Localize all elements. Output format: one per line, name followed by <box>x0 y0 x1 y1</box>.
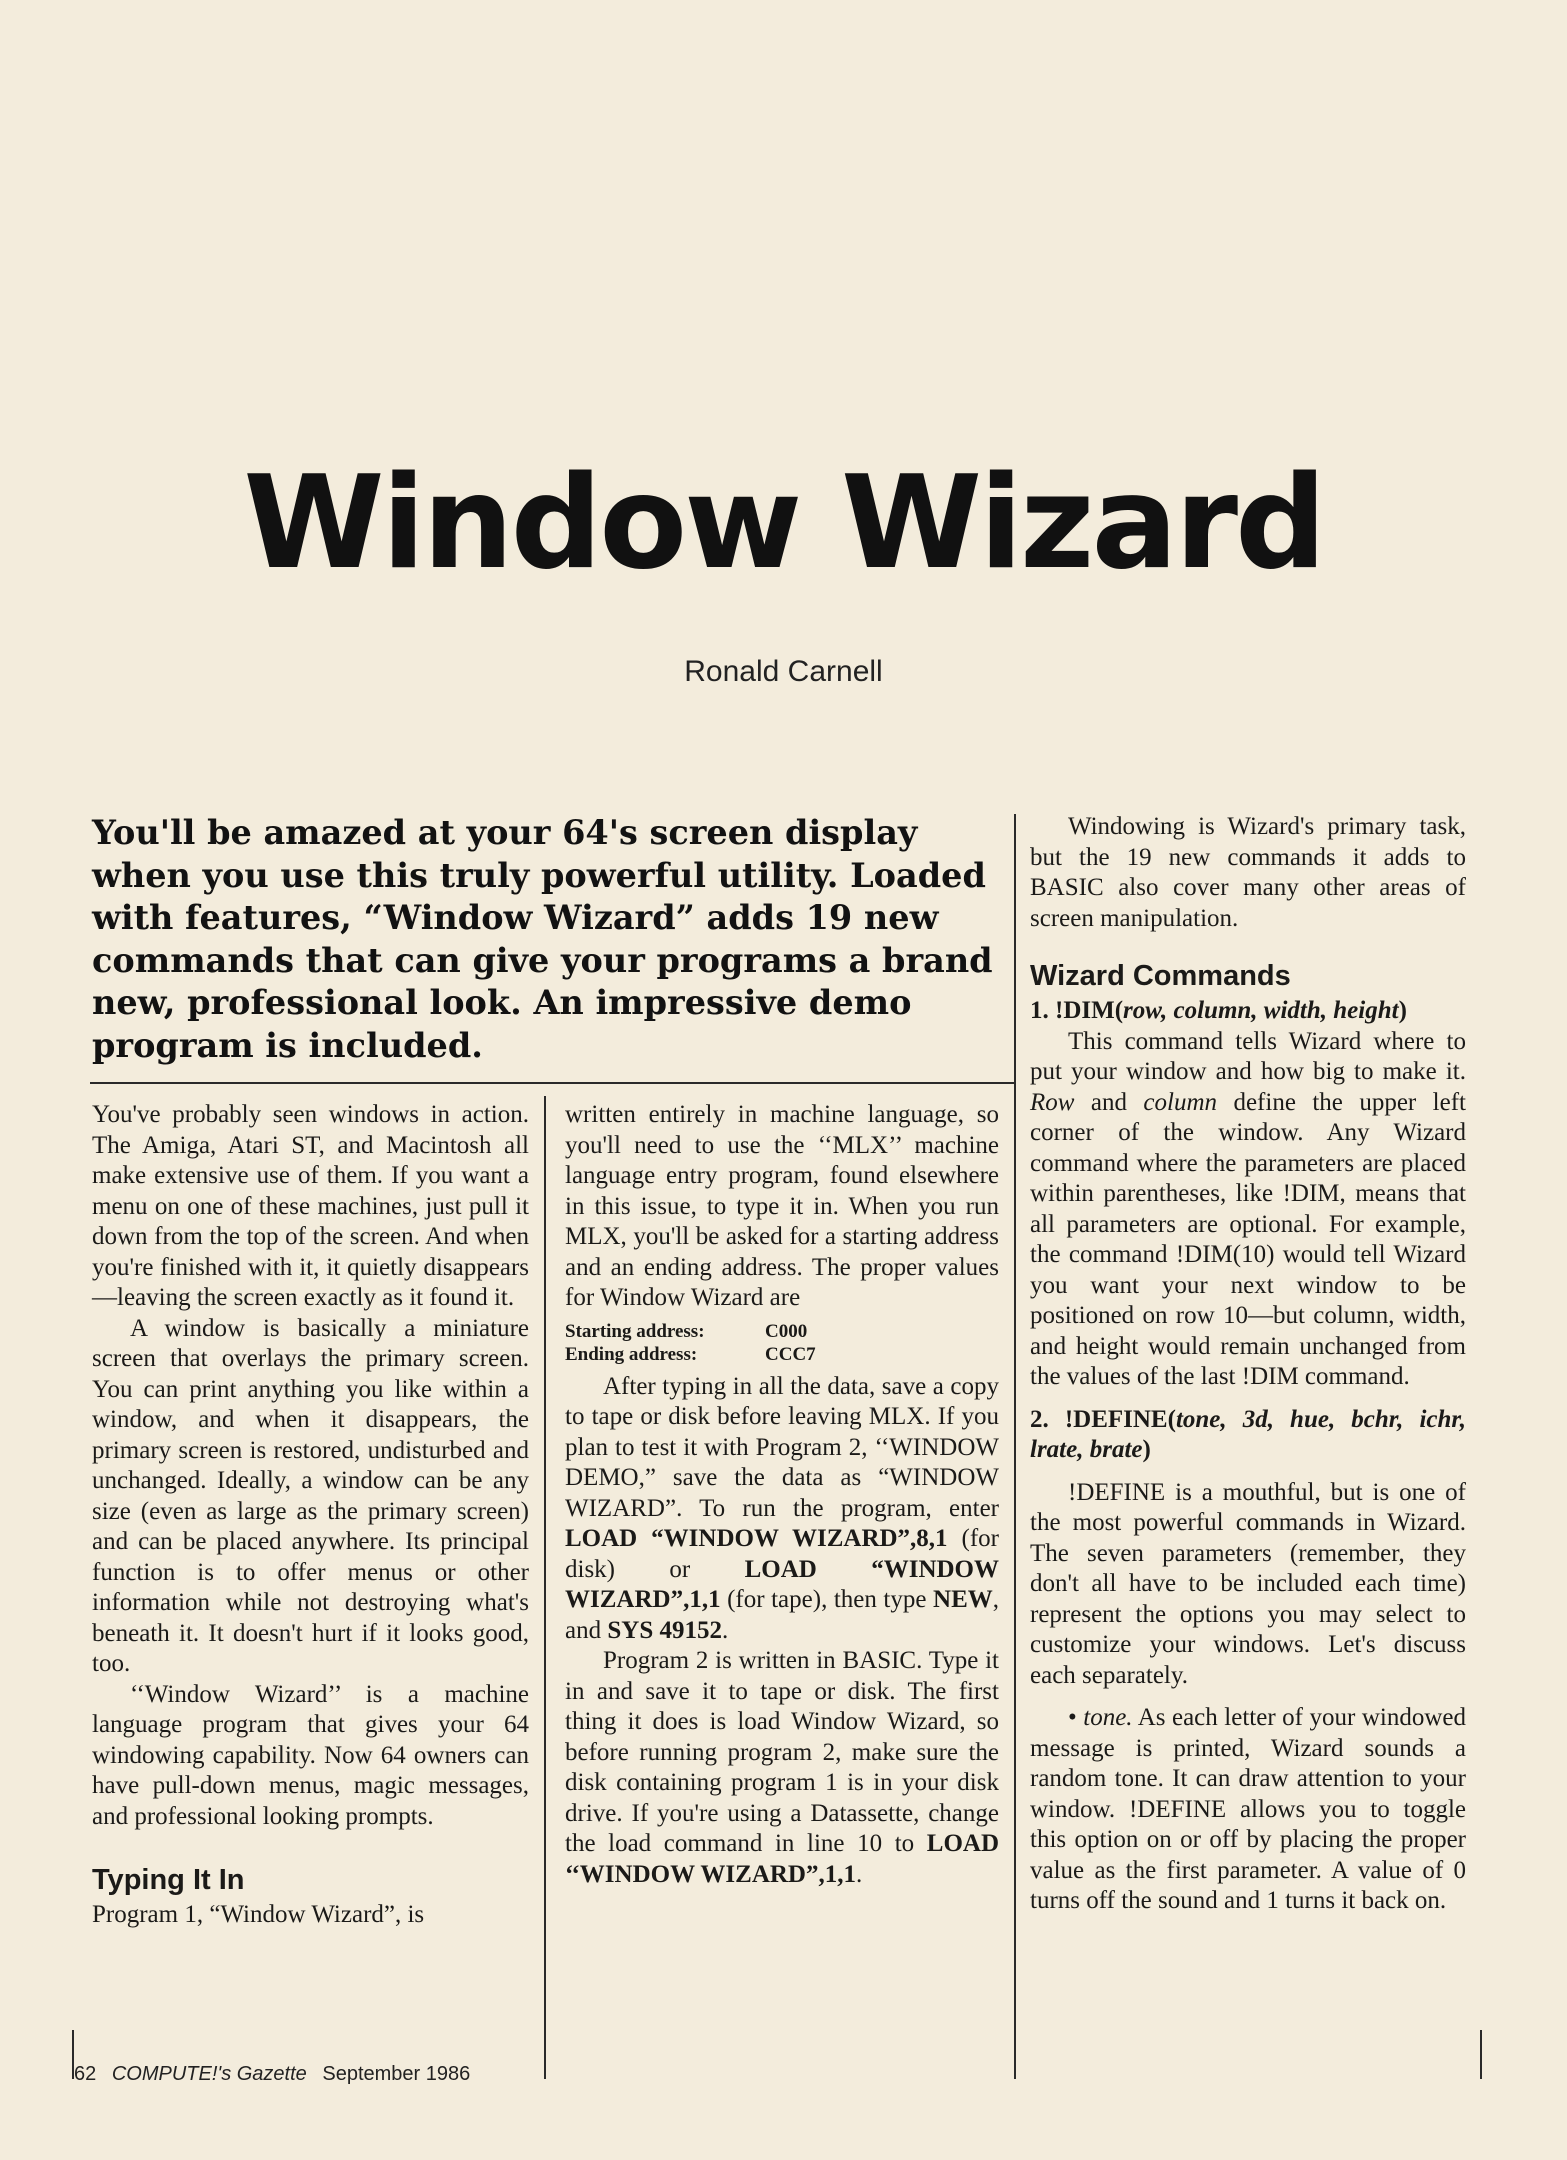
article-deck: You'll be amazed at your 64's screen display when you use this truly powerful utility. Loaded with features, “Window Wizard” adds 19 new commands that can give your programs a brand new, professional look. An impressive demo program is included. <box>92 813 993 1065</box>
article-author: Ronald Carnell <box>684 655 883 688</box>
paragraph: You've probably seen windows in action. The Amiga, Atari ST, and Macintosh all make extensive use of them. If you want a menu on one of these machines, just pull it down from the top of the screen. And when you're finished with it, it quietly disappears—leaving the screen exactly as it found it. <box>92 1101 529 1311</box>
paragraph: Windowing is Wizard's primary task, but the 19 new commands it adds to BASIC also cover many other areas of screen manipulation. <box>1030 813 1466 932</box>
load-command-datassette: LOAD ‘‘WINDOW WIZARD”,1,1 <box>565 1830 999 1888</box>
new-command: NEW <box>933 1586 993 1613</box>
paragraph: !DEFINE is a mouthful, but is one of the most powerful commands in Wizard. The seven parameters (remember, they don't all have to be included each time) represent the options you may select to customize your windows. Let's discuss each separately. <box>1030 1478 1466 1689</box>
paragraph: A window is basically a miniature screen that overlays the primary screen. You can print anything you like within a window, and when it disappears, the primary screen is restored, undisturbed and unchanged. Ideally, a window can be any size (even as large as the primary screen) and can be placed anywhere. Its principal function is to offer menus or other information while not destroying what's beneath it. It doesn't hurt if it looks good, too. <box>92 1314 529 1677</box>
load-command-tape: LOAD “WINDOW WIZARD”,1,1 <box>565 1555 1000 1613</box>
paragraph: This command tells Wizard where to put your window and how big to make it. Row and column define the upper left corner of the window. Any Wizard command where the parameters are placed within parentheses, like !DIM, means that all parameters are optional. For example, the command !DIM(10) would tell Wizard you want your next window to be positioned on row 10—but column, width, and height would remain unchanged from the values of the last !DIM command. <box>1030 1027 1466 1390</box>
paragraph: • tone. As each letter of your windowed message is printed, Wizard sounds a random tone. It can draw attention to your window. !DEFINE allows you to toggle this option on or off by placing the proper value as the first parameter. A value of 0 turns off the sound and 1 turns it back on. <box>1030 1704 1466 1914</box>
address-block <box>565 1320 999 1366</box>
paragraph: After typing in all the data, save a copy to tape or disk before leaving MLX. If you plan to test it with Program 2, ‘‘WINDOW DEMO,” save the data as “WINDOW WIZARD”. To run the program, enter LOAD “WINDOW WIZARD”,8,1 (for disk) or LOAD “WINDOW WIZARD”,1,1 (for tape), then type NEW, and SYS 49152. <box>565 1372 1000 1644</box>
end-address-label: Ending address: <box>565 1343 698 1365</box>
command-heading-dim: 1. !DIM(row, column, width, height) <box>1030 997 1407 1024</box>
paragraph: Program 1, “Window Wizard”, is <box>92 1901 425 1928</box>
column-3 <box>1030 812 1466 1917</box>
load-command-disk: LOAD “WINDOW WIZARD”,8,1 <box>565 1525 948 1552</box>
section-heading: Typing It In <box>92 1864 245 1896</box>
paragraph: ‘‘Window Wizard’’ is a machine language program that gives your 64 windowing capability. Now 64 owners can have pull-down menus, magic messages, and professional looking prompts. <box>92 1680 529 1830</box>
magazine-name: COMPUTE!'s Gazette <box>111 2063 307 2085</box>
column-rule-right <box>1480 2030 1482 2079</box>
page-folio <box>74 2063 470 2086</box>
column-2 <box>565 1100 999 1890</box>
start-address-value: C000 <box>765 1320 808 1342</box>
paragraph: Program 2 is written in BASIC. Type it in and save it to tape or disk. The first thing it does is load Window Wizard, so before running program 2, make sure the disk containing program 1 is in your disk drive. If you're using a Datassette, change the load command in line 10 to LOAD ‘‘WINDOW WIZARD”,1,1. <box>565 1647 999 1888</box>
section-heading: Wizard Commands <box>1030 960 1291 992</box>
start-address-label: Starting address: <box>565 1320 705 1342</box>
deck-right-rule <box>1014 814 1016 2079</box>
command-heading-define: 2. !DEFINE(tone, 3d, hue, bchr, ichr, lrate, brate) <box>1030 1405 1466 1463</box>
column-rule-1 <box>544 1096 546 2079</box>
deck-bottom-rule <box>90 1082 1016 1084</box>
page-number: 62 <box>74 2063 97 2085</box>
article-title: Window Wizard <box>243 449 1324 598</box>
column-1 <box>92 1100 529 1931</box>
sys-command: SYS 49152 <box>607 1616 722 1644</box>
paragraph: written entirely in machine language, so you'll need to use the ‘‘MLX’’ machine language entry program, found elsewhere in this issue, to type it in. When you run MLX, you'll be asked for a starting address and an ending address. The proper values for Window Wizard are <box>565 1101 999 1311</box>
end-address-value: CCC7 <box>765 1343 816 1365</box>
issue-date: September 1986 <box>322 2063 471 2085</box>
